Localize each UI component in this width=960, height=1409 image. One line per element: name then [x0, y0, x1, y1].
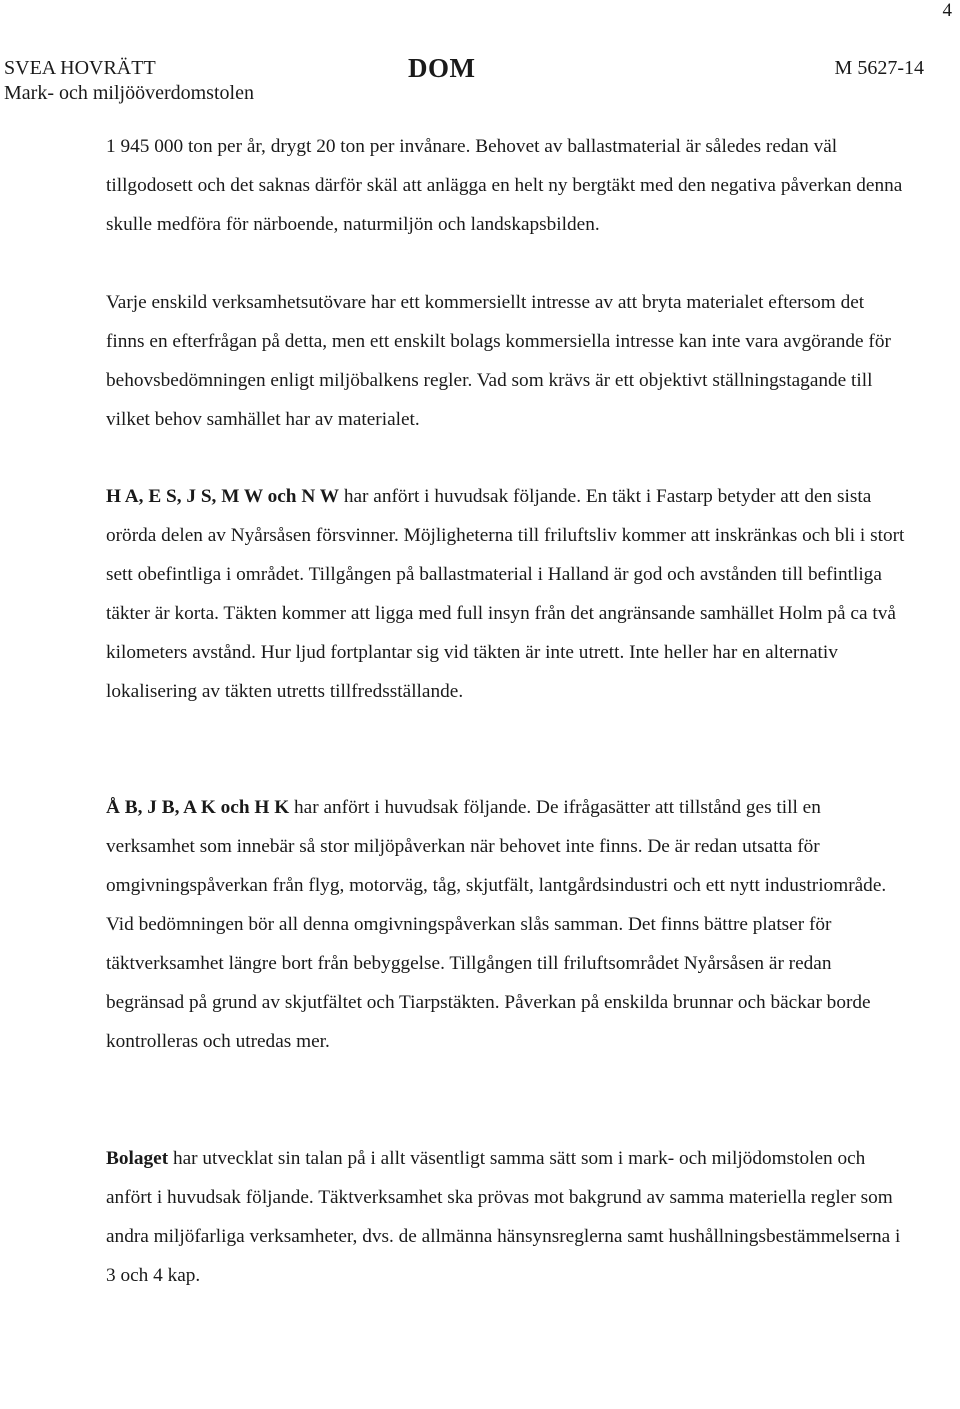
- page-number: 4: [942, 0, 952, 21]
- header-court-block: [4, 56, 254, 106]
- paragraph-objection-group-2: [106, 788, 906, 1061]
- party-names-group-1: H A, E S, J S, M W och N W: [106, 486, 340, 507]
- paragraph-commercial-interest: Varje enskild verksamhetsutövare har ett kommersiellt intresse av att bryta materialet eftersom det finns en efterfrågan på detta, men ett enskilt bolags kommersiella intresse kan inte vara avgörande för behovsbedömningen enligt miljöbalkens regler. Vad som krävs är ett objektivt ställningstagande till vilket behov samhället har av materialet.: [106, 292, 891, 430]
- court-division: Mark- och miljööverdomstolen: [4, 82, 254, 104]
- paragraph-company-statement: [106, 1139, 906, 1295]
- case-number: M 5627-14: [834, 57, 924, 79]
- document-type: DOM: [408, 53, 476, 83]
- document-body: [106, 127, 906, 1295]
- party-names-group-2: Å B, J B, A K och H K: [106, 797, 290, 818]
- paragraph-objection-group-1-text: har anfört i huvudsak följande. En täkt i Fastarp betyder att den sista orörda delen av Nyårsåsen försvinner. Möjligheterna till friluftsliv kommer att inskränkas och bli i stort sett obefintliga i området. Tillgången på ballastmaterial i Halland är god och avstånden till befintliga täkter är korta. Täkten kommer att ligga med full insyn från det angränsande samhället Holm på ca två kilometers avstånd. Hur ljud fortplantar sig vid täkten är inte utrett. Inte heller har en alternativ lokalisering av täkten utretts tillfredsställande.: [106, 486, 905, 702]
- paragraph-objection-group-2-text: har anfört i huvudsak följande. De ifrågasätter att tillstånd ges till en verksamhet som innebär så stor miljöpåverkan när behovet inte finns. De är redan utsatta för omgivningspåverkan från flyg, motorväg, tåg, skjutfält, lantgårdsindustri och ett nytt industriområde. Vid bedömningen bör all denna omgivningspåverkan slås samman. Det finns bättre platser för täktverksamhet längre bort från bebyggelse. Tillgången till friluftsområdet Nyårsåsen är redan begränsad på grund av skjutfältet och Tiarpstäkten. Påverkan på enskilda brunnar och bäckar borde kontrolleras och utredas mer.: [106, 797, 887, 1052]
- paragraph-objection-group-1: [106, 477, 906, 711]
- court-name: SVEA HOVRÄTT: [4, 57, 156, 79]
- paragraph-ballast-need: 1 945 000 ton per år, drygt 20 ton per invånare. Behovet av ballastmaterial är således redan väl tillgodosett och det saknas därför skäl att anlägga en helt ny bergtäkt med den negativa påverkan denna skulle medföra för närboende, naturmiljön och landskapsbilden.: [106, 136, 903, 235]
- party-name-company: Bolaget: [106, 1148, 169, 1169]
- paragraph-company-statement-text: har utvecklat sin talan på i allt väsentligt samma sätt som i mark- och miljödomstolen och anfört i huvudsak följande. Täktverksamhet ska prövas mot bakgrund av samma materiella regler som andra miljöfarliga verksamheter, dvs. de allmänna hänsynsreglerna samt hushållningsbestämmelserna i 3 och 4 kap.: [106, 1148, 901, 1286]
